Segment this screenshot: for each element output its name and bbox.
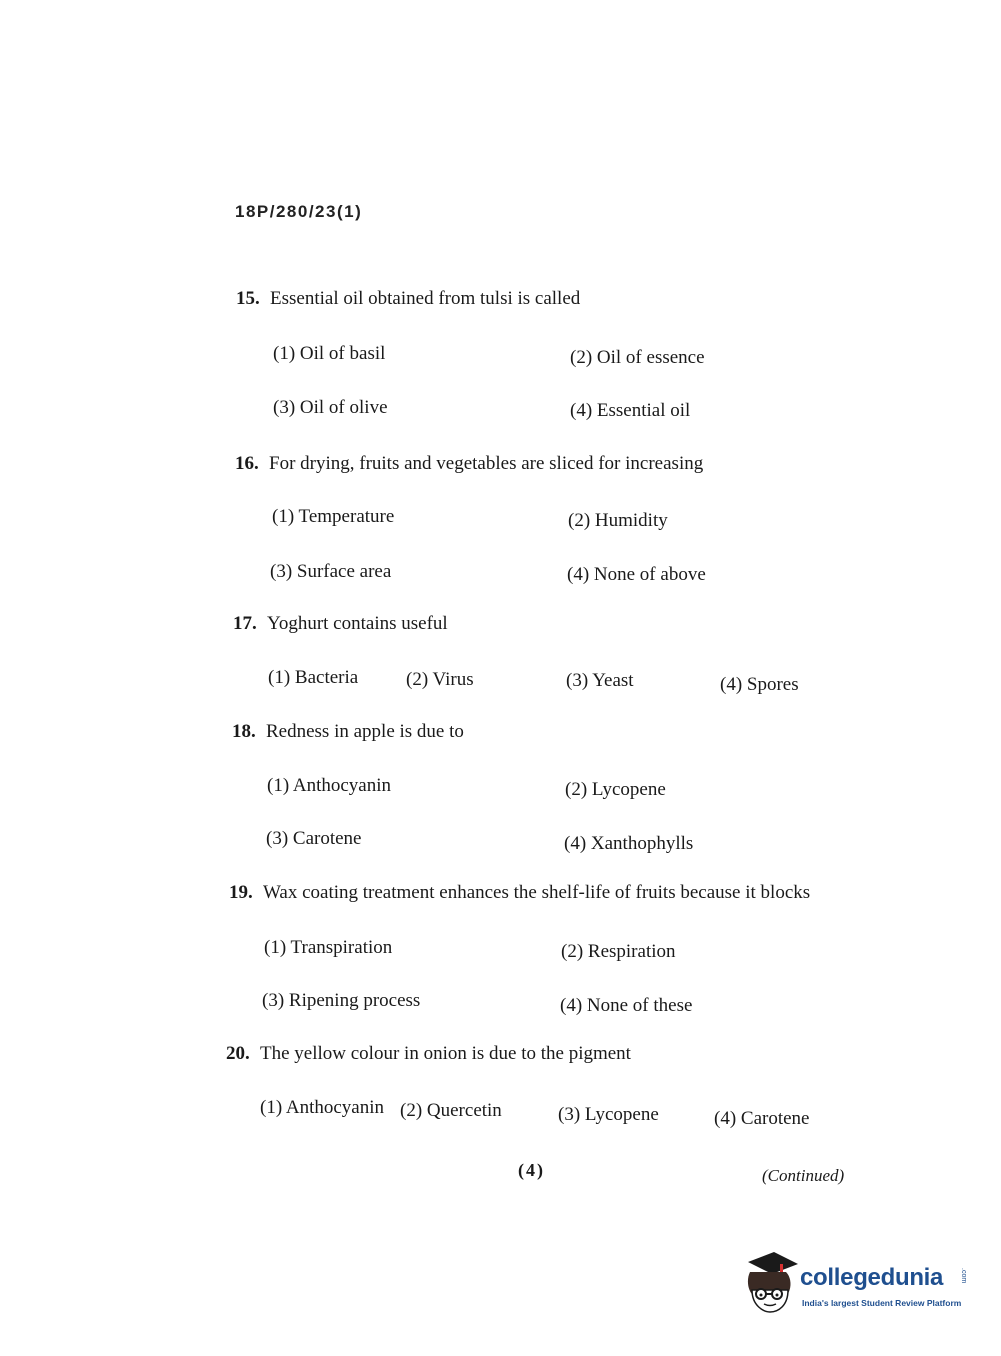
question-number: 19.	[229, 882, 253, 903]
question-text: Essential oil obtained from tulsi is called	[270, 288, 581, 309]
option: (2) Oil of essence	[570, 347, 705, 368]
option: (4) None of these	[560, 995, 693, 1016]
option: (4) Xanthophylls	[564, 833, 694, 854]
question-15	[236, 288, 580, 310]
option: (1) Bacteria	[268, 667, 359, 688]
question-number: 20.	[226, 1043, 250, 1064]
brand-domain: .com	[960, 1268, 967, 1284]
question-18	[232, 721, 464, 743]
option: (3) Yeast	[566, 670, 634, 691]
option: (2) Respiration	[561, 941, 676, 962]
option: (1) Oil of basil	[273, 343, 386, 364]
option: (2) Humidity	[568, 510, 668, 531]
option: (3) Surface area	[270, 561, 392, 582]
option: (1) Temperature	[272, 506, 395, 527]
question-number: 15.	[236, 288, 260, 309]
option: (4) None of above	[567, 564, 706, 585]
collegedunia-watermark	[742, 1250, 972, 1320]
option: (4) Carotene	[714, 1108, 810, 1129]
option: (1) Anthocyanin	[260, 1097, 385, 1118]
option: (3) Carotene	[266, 828, 362, 849]
option: (1) Anthocyanin	[267, 775, 392, 796]
question-text: Yoghurt contains useful	[267, 613, 448, 634]
question-number: 16.	[235, 453, 259, 474]
option: (3) Ripening process	[262, 990, 421, 1011]
continued-note: (Continued)	[762, 1166, 845, 1185]
brand-tagline: India's largest Student Review Platform	[802, 1298, 962, 1308]
option: (2) Lycopene	[565, 779, 666, 800]
option: (4) Essential oil	[570, 400, 691, 421]
question-17	[233, 613, 448, 635]
question-text: The yellow colour in onion is due to the pigment	[260, 1043, 631, 1064]
question-text: For drying, fruits and vegetables are sliced for increasing	[269, 453, 704, 474]
question-19	[229, 882, 810, 904]
question-20	[226, 1043, 631, 1065]
option: (3) Lycopene	[558, 1104, 659, 1125]
option: (2) Virus	[406, 669, 474, 690]
option: (2) Quercetin	[400, 1100, 502, 1121]
option: (1) Transpiration	[264, 937, 393, 958]
page-number: (4)	[518, 1160, 545, 1180]
option: (3) Oil of olive	[273, 397, 388, 418]
mascot-logo-icon	[742, 1250, 800, 1320]
option: (4) Spores	[720, 674, 799, 695]
brand-name: collegedunia	[800, 1264, 944, 1291]
paper-code: 18P/280/23(1)	[235, 202, 363, 221]
question-number: 18.	[232, 721, 256, 742]
question-number: 17.	[233, 613, 257, 634]
question-text: Wax coating treatment enhances the shelf-life of fruits because it blocks	[263, 882, 811, 903]
question-text: Redness in apple is due to	[266, 721, 464, 742]
question-16	[235, 453, 703, 475]
